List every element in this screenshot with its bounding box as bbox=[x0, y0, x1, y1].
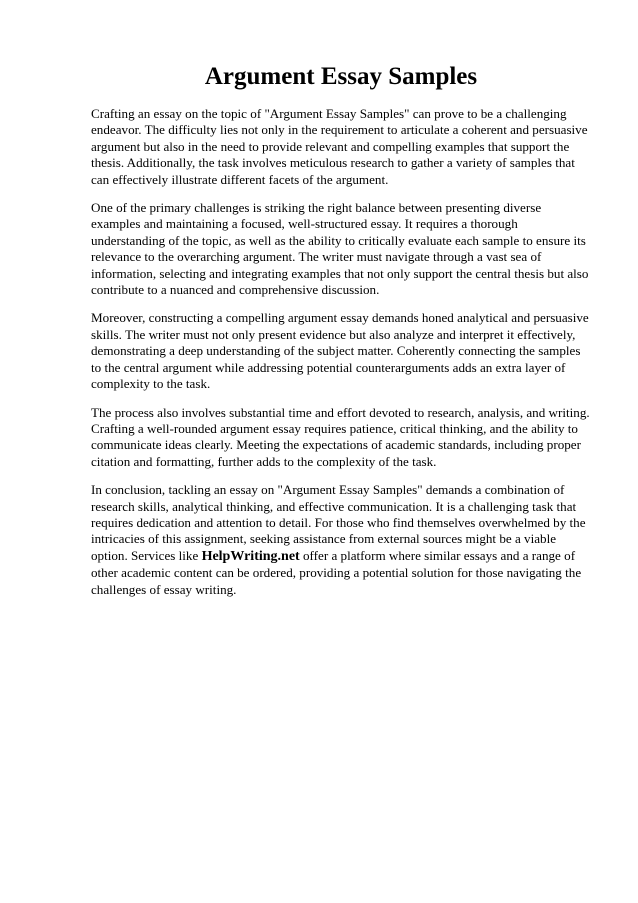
document-title: Argument Essay Samples bbox=[204, 63, 478, 90]
document-page bbox=[91, 62, 591, 610]
paragraph-conclusion bbox=[91, 482, 591, 598]
conclusion-text-after: offer a platform where similar essays and a range of other academic content can be ordered, providing a potential solution for those navigating the challenges of essay writing. bbox=[91, 547, 582, 597]
paragraph-4: The process also involves substantial time and effort devoted to research, analysis, and writing. Crafting a well-rounded argument essay requires patience, critical thinking, and the ability to communicate ideas clearly. Meeting the expectations of academic standards, including proper citation and formatting, further adds to the complexity of the task. bbox=[91, 404, 590, 469]
brand-name: HelpWriting.net bbox=[201, 548, 300, 564]
paragraph-3: Moreover, constructing a compelling argument essay demands honed analytical and persuasive skills. The writer must not only present evidence but also analyze and interpret it effectively, demonstrating a deep understanding of the subject matter. Coherently connecting the samples to the central argument while addressing potential counterarguments adds an extra layer of complexity to the task. bbox=[91, 310, 589, 392]
paragraph-1: Crafting an essay on the topic of "Argument Essay Samples" can prove to be a challenging endeavor. The difficulty lies not only in the requirement to articulate a coherent and persuasive argument but also in the need to provide relevant and compelling examples that support the thesis. Additionally, the task involves meticulous research to gather a variety of samples that can effectively illustrate different facets of the argument. bbox=[91, 106, 588, 187]
conclusion-text-before: In conclusion, tackling an essay on "Argument Essay Samples" demands a combination of research skills, analytical thinking, and effective communication. It is a challenging task that requires dedication and attention to detail. For those who find themselves overwhelmed by the intricacies of this assignment, seeking assistance from external sources might be a viable option. Services like bbox=[91, 482, 586, 563]
paragraph-2: One of the primary challenges is striking the right balance between presenting diverse examples and maintaining a focused, well-structured essay. It requires a thorough understanding of the topic, as well as the ability to critically evaluate each sample to ensure its relevance to the overarching argument. The writer must navigate through a vast sea of information, selecting and integrating examples that not only support the central thesis but also contribute to a nuanced and comprehensive discussion. bbox=[91, 200, 589, 298]
